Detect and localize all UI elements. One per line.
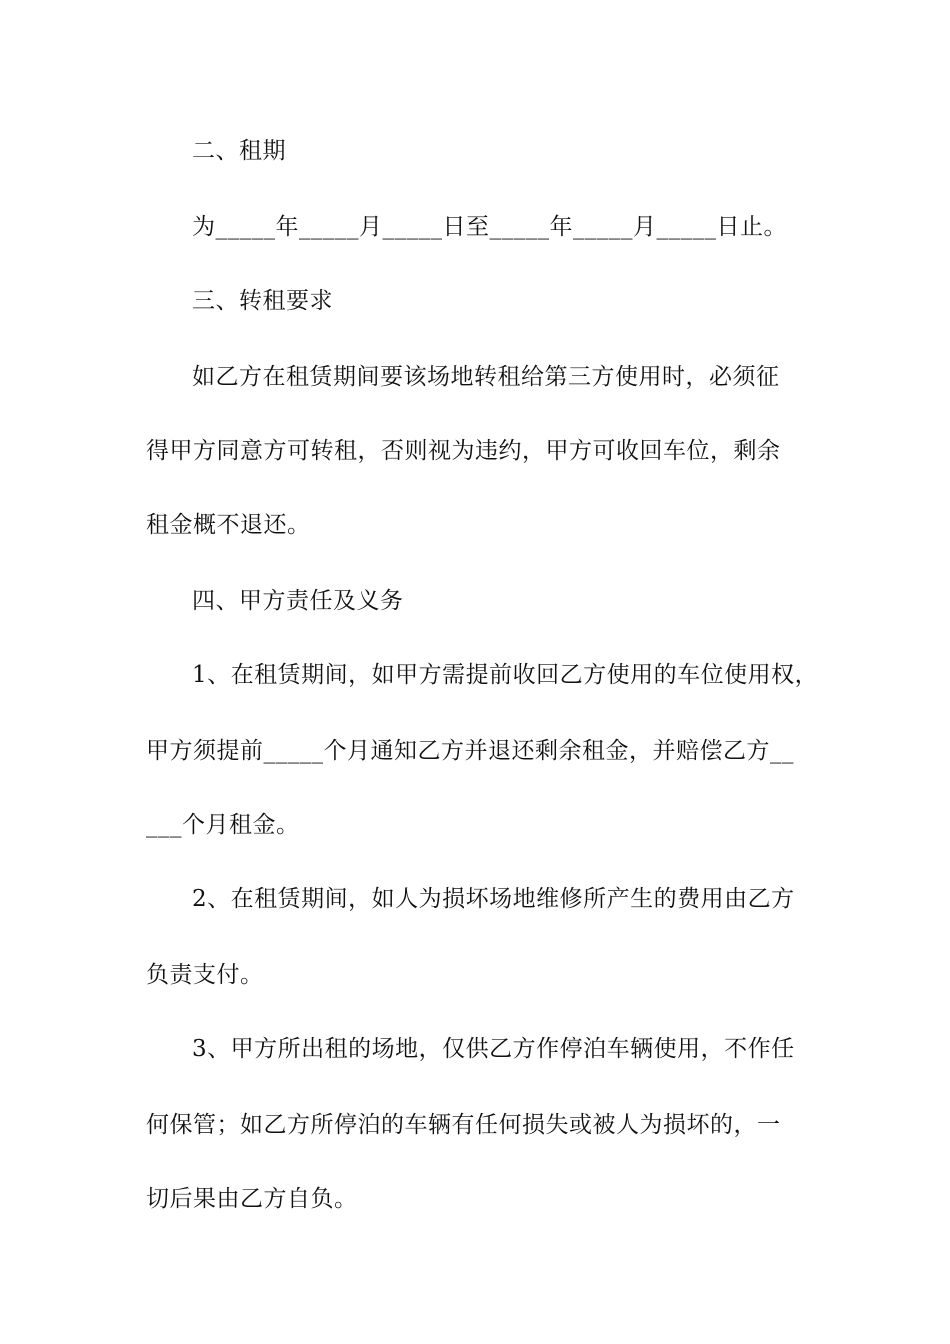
paragraph-line: 得甲方同意方可转租，否则视为违约，甲方可收回车位，剩余 bbox=[146, 438, 781, 464]
paragraph-line: 租金概不退还。 bbox=[146, 512, 311, 538]
clause-3-line: 3、甲方所出租的场地，仅供乙方作停泊车辆使用，不作任 bbox=[192, 1036, 795, 1062]
clause-2-line: 负责支付。 bbox=[146, 962, 264, 988]
clause-1-line: ___个月租金。 bbox=[146, 812, 300, 838]
clause-1-line: 甲方须提前_____个月通知乙方并退还剩余租金，并赔偿乙方__ bbox=[146, 738, 794, 764]
clause-2-line: 2、在租赁期间，如人为损坏场地维修所产生的费用由乙方 bbox=[192, 886, 795, 912]
section-heading-party-a-duties: 四、甲方责任及义务 bbox=[192, 588, 404, 614]
clause-1-line: 1、在租赁期间，如甲方需提前收回乙方使用的车位使用权， bbox=[192, 662, 819, 688]
lease-term-date-line: 为_____年_____月_____日至_____年_____月_____日止。 bbox=[192, 214, 787, 240]
clause-3-line: 切后果由乙方自负。 bbox=[146, 1186, 358, 1212]
clause-3-line: 何保管；如乙方所停泊的车辆有任何损失或被人为损坏的，一 bbox=[146, 1112, 781, 1138]
section-heading-sublease: 三、转租要求 bbox=[192, 288, 333, 314]
paragraph-line: 如乙方在租赁期间要该场地转租给第三方使用时，必须征 bbox=[192, 364, 780, 390]
section-heading-lease-term: 二、租期 bbox=[192, 138, 286, 164]
